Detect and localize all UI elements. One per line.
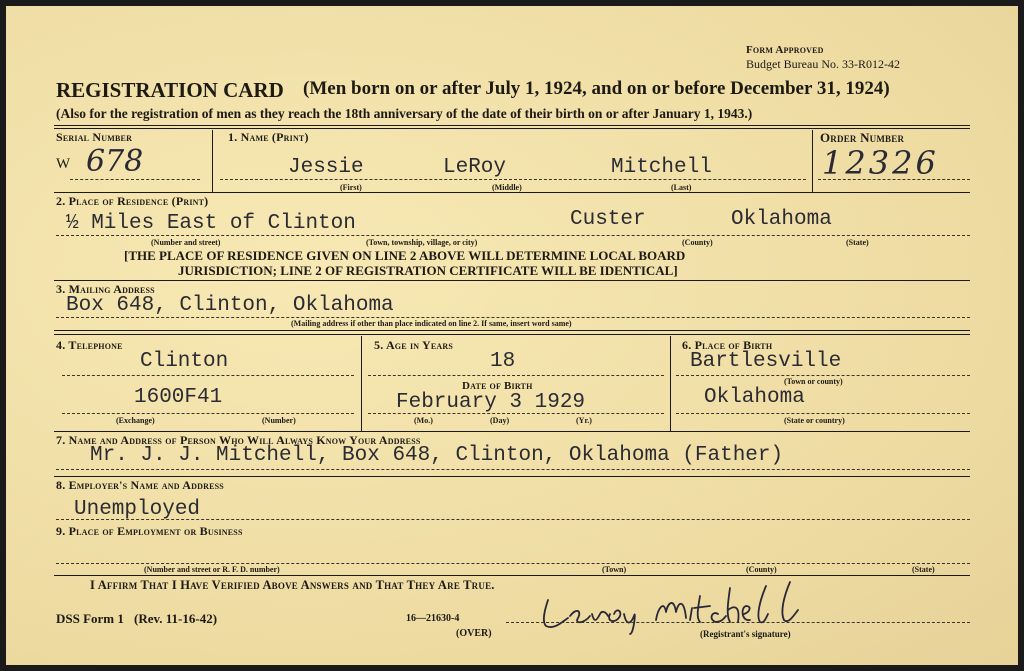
residence-county: Custer: [570, 208, 646, 231]
residence-notice-2: JURISDICTION; LINE 2 OF REGISTRATION CERTIFICATE WILL BE IDENTICAL]: [178, 263, 678, 278]
name-middle-caption: (Middle): [492, 183, 522, 192]
employer-value: Unemployed: [74, 498, 201, 521]
dob-day-caption: (Day): [490, 416, 510, 425]
contact-value: Mr. J. J. Mitchell, Box 648, Clinton, Oklahoma (Father): [90, 444, 784, 467]
employment-street-caption: (Number and street or R. F. D. number): [144, 565, 280, 574]
residence-state: Oklahoma: [731, 208, 832, 231]
form-code: 16—21630-4: [406, 613, 460, 624]
name-label: 1. Name (Print): [228, 130, 309, 144]
form-number: DSS Form 1: [56, 611, 124, 626]
telephone-exchange: Clinton: [140, 350, 229, 373]
contact-label: 7. Name and Address of Person Who Will Always Know Your Address: [56, 433, 421, 447]
birthplace-label: 6. Place of Birth: [682, 338, 773, 352]
residence-label: 2. Place of Residence (Print): [56, 194, 209, 208]
over-label: (OVER): [456, 628, 492, 639]
mailing-caption: (Mailing address if other than place indicated on line 2. If same, insert word same): [291, 319, 572, 328]
mailing-value: Box 648, Clinton, Oklahoma: [66, 294, 394, 317]
birthplace-state: Oklahoma: [704, 386, 805, 409]
employment-state-caption: (State): [912, 565, 935, 574]
employment-county-caption: (County): [746, 565, 777, 574]
card-note: (Also for the registration of men as they reach the 18th anniversary of the date of their birth on or after January 1, 1943.): [56, 106, 753, 121]
employment-town-caption: (Town): [602, 565, 627, 574]
telephone-number-caption: (Number): [262, 416, 296, 425]
birthplace-town: Bartlesville: [690, 350, 842, 373]
serial-value: 678: [86, 144, 144, 179]
dob-value: February 3 1929: [396, 391, 586, 414]
signature-caption: (Registrant's signature): [700, 629, 791, 639]
name-first: Jessie: [288, 156, 364, 179]
telephone-number: 1600F41: [134, 386, 223, 409]
employment-label: 9. Place of Employment or Business: [56, 524, 243, 538]
birthplace-town-caption: (Town or county): [784, 377, 843, 386]
name-middle: LeRoy: [443, 156, 507, 179]
dob-label: Date of Birth: [462, 380, 533, 392]
name-first-caption: (First): [340, 183, 362, 192]
residence-county-caption: (County): [682, 238, 713, 247]
dob-year-caption: (Yr.): [576, 416, 592, 425]
name-last: Mitchell: [611, 156, 712, 179]
card-title: REGISTRATION CARD: [56, 78, 284, 102]
order-label: Order Number: [820, 130, 905, 145]
birthplace-state-caption: (State or country): [784, 416, 845, 425]
registration-card: [6, 6, 1018, 665]
telephone-exchange-caption: (Exchange): [116, 416, 155, 425]
card-subtitle: (Men born on or after July 1, 1924, and on or before December 31, 1924): [303, 78, 890, 99]
telephone-label: 4. Telephone: [56, 338, 123, 352]
name-last-caption: (Last): [671, 183, 692, 192]
residence-street: ½ Miles East of Clinton: [66, 212, 356, 235]
registrant-signature: [534, 578, 824, 636]
budget-bureau: Budget Bureau No. 33-R012-42: [746, 57, 900, 71]
residence-town-caption: (Town, township, village, or city): [366, 238, 478, 247]
serial-label: Serial Number: [56, 130, 133, 144]
form-approved: Form Approved: [746, 44, 824, 56]
affirmation-text: I Affirm That I Have Verified Above Answers and That They Are True.: [90, 578, 495, 592]
mailing-label: 3. Mailing Address: [56, 282, 155, 296]
serial-prefix: W: [56, 156, 71, 172]
residence-notice-1: [THE PLACE OF RESIDENCE GIVEN ON LINE 2 ABOVE WILL DETERMINE LOCAL BOARD: [124, 248, 686, 263]
residence-state-caption: (State): [846, 238, 869, 247]
residence-street-caption: (Number and street): [151, 238, 221, 247]
form-revision: (Rev. 11-16-42): [134, 611, 218, 626]
order-value: 12326: [822, 144, 939, 182]
age-label: 5. Age in Years: [374, 338, 454, 352]
dob-month-caption: (Mo.): [414, 416, 433, 425]
age-value: 18: [490, 350, 516, 373]
employer-label: 8. Employer's Name and Address: [56, 478, 224, 492]
